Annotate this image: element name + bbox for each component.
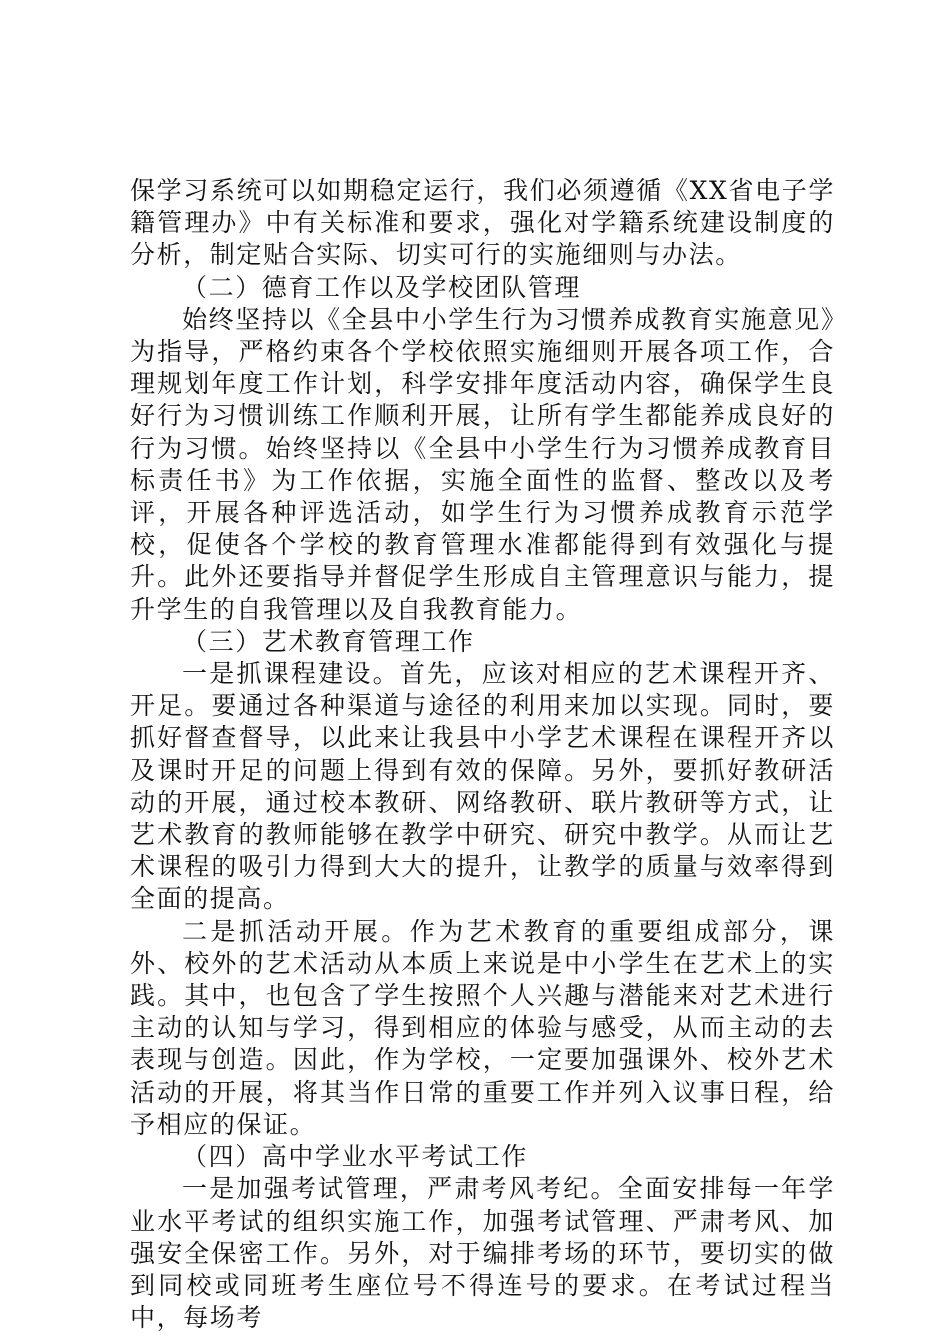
paragraph-exam-management: 一是加强考试管理，严肃考风考纪。全面安排每一年学业水平考试的组织实施工作，加强考试管理、严肃考风、加强安全保密工作。另外，对于编排考场的环节，要切实的做到同校或同班考生座位号不得连号的要求。在考试过程当中，每场考 <box>130 1174 835 1333</box>
paragraph-activities: 二是抓活动开展。作为艺术教育的重要组成部分，课外、校外的艺术活动从本质上来说是中小学生在艺术上的实践。其中，也包含了学生按照个人兴趣与潜能来对艺术进行主动的认知与学习，得到相应的体验与感受，从而主动的去表现与创造。因此，作为学校，一定要加强课外、校外艺术活动的开展，将其当作日常的重要工作并列入议事日程，给予相应的保证。 <box>130 916 835 1139</box>
section-heading-art-education: （三）艺术教育管理工作 <box>182 626 475 656</box>
paragraph-moral-education: 始终坚持以《全县中小学生行为习惯养成教育实施意见》为指导，严格约束各个学校依照实施细则开展各项工作，合理规划年度工作计划，科学安排年度活动内容，确保学生良好行为习惯训练工作顺利开展，让所有学生都能养成良好的行为习惯。始终坚持以《全县中小学生行为习惯养成教育目标责任书》为工作依据，实施全面性的监督、整改以及考评，开展各种评选活动，如学生行为习惯养成教育示范学校，促使各个学校的教育管理水准都能得到有效强化与提升。此外还要指导并督促学生形成自主管理意识与能力，提升学生的自我管理以及自我教育能力。 <box>130 304 835 624</box>
paragraph-continuation: 保学习系统可以如期稳定运行，我们必须遵循《XX省电子学籍管理办》中有关标准和要求，强化对学籍系统建设制度的分析，制定贴合实际、切实可行的实施细则与办法。 <box>130 176 835 270</box>
section-heading-moral-education: （二）德育工作以及学校团队管理 <box>182 272 582 302</box>
document-body <box>130 175 835 1334</box>
paragraph-course-building: 一是抓课程建设。首先，应该对相应的艺术课程开齐、开足。要通过各种渠道与途径的利用来加以实现。同时，要抓好督查督导，以此来让我县中小学艺术课程在课程开齐以及课时开足的问题上得到有效的保障。另外，要抓好教研活动的开展，通过校本教研、网络教研、联片教研等方式，让艺术教育的教师能够在教学中研究、研究中教学。从而让艺术课程的吸引力得到大大的提升，让教学的质量与效率得到全面的提高。 <box>130 659 835 914</box>
section-heading-exam-work: （四）高中学业水平考试工作 <box>182 1142 528 1172</box>
